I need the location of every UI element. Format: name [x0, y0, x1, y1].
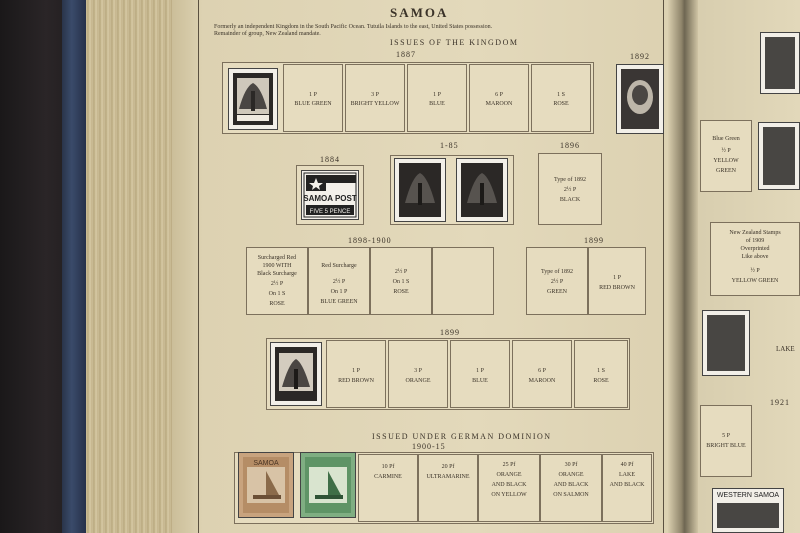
label-line: Like above [741, 254, 769, 260]
year-1900-15: 1900-15 [412, 442, 446, 451]
space-row4-1s-rose [574, 340, 628, 408]
label-color: RED BROWN [338, 378, 374, 384]
section-german-heading: ISSUED UNDER GERMAN DOMINION [372, 432, 552, 441]
year-1896: 1896 [560, 141, 580, 150]
page-stack [86, 0, 172, 533]
label-line: New Zealand Stamps [729, 230, 781, 236]
stamp-yacht-3pf [238, 452, 294, 518]
space-25pf-orange-yellow [478, 454, 540, 522]
year-1909: 1899 [584, 236, 604, 245]
label-line: 2½ P [550, 279, 564, 285]
space-1p-redbrown [588, 247, 646, 315]
label-line: YELLOW [713, 158, 739, 164]
label-line: AND BLACK [491, 482, 527, 488]
label-value: 3 P [414, 368, 422, 374]
label-line: 2½ P [332, 279, 346, 285]
year-1887: 1887 [396, 50, 416, 59]
label-line: ROSE [269, 301, 285, 307]
label-color: RED BROWN [599, 285, 635, 291]
intro-text-2: Remainder of group, New Zealand mandate. [214, 31, 321, 37]
stamp-right-top [760, 32, 800, 94]
label-line: ½ P [750, 268, 760, 274]
label-value: 1 P [352, 368, 360, 374]
label-line: 20 Pf [441, 464, 455, 470]
label-line: LAKE [619, 472, 635, 478]
space-1p-bluegreen [283, 64, 343, 132]
stamp-palm-1887 [228, 68, 278, 130]
stamp-text-western-samoa: WESTERN SAMOA [716, 492, 780, 499]
space-1s-rose [531, 64, 591, 132]
year-1899: 1899 [440, 328, 460, 337]
label-line: Black Surcharge [257, 271, 297, 277]
space-row4-1p-blue [450, 340, 510, 408]
label-value: 1 S [557, 92, 565, 98]
label-line: 40 Pf [620, 462, 634, 468]
label-line: 10 Pf [381, 464, 395, 470]
label-line: ORANGE [558, 472, 584, 478]
space-empty-row3-a [432, 247, 494, 315]
space-row4-3p-orange [388, 340, 448, 408]
space-2-5p-on-1s [370, 247, 432, 315]
stamp-palm-1899 [270, 342, 322, 406]
book-gutter [668, 0, 698, 533]
space-3p-yellow [345, 64, 405, 132]
label-line: AND BLACK [609, 482, 645, 488]
space-surcharged-rose [246, 247, 308, 315]
label-line: 1900 WITH [262, 263, 292, 269]
label-value: 6 P [538, 368, 546, 374]
year-1892: 1892 [630, 52, 650, 61]
intro-text-1: Formerly an independent Kingdom in the South Pacific Ocean. Tutuila Islands to the east, United States possession. [214, 24, 493, 30]
label-line: On 1 P [330, 289, 348, 295]
label-line: of 1909 [745, 238, 765, 244]
label-color: BLUE [429, 101, 445, 107]
label-line: Surcharged Red [257, 255, 297, 261]
stamp-samoa-post-5-pence [301, 170, 359, 220]
stamp-text-five-pence: FIVE 5 PENCE [309, 209, 351, 215]
space-6p-maroon [469, 64, 529, 132]
cover-edge [62, 0, 86, 533]
label-color: MAROON [485, 101, 513, 107]
label-line: ON SALMON [553, 492, 589, 498]
label-value: 1 P [433, 92, 441, 98]
page-title: SAMOA [390, 5, 449, 20]
year-1898: 1898-1900 [348, 236, 392, 245]
label-value: 1 P [613, 275, 621, 281]
label-line: ½ P [721, 148, 731, 154]
stamp-portrait-1892 [616, 64, 664, 134]
label-color: ROSE [553, 101, 569, 107]
section-kingdom-heading: ISSUES OF THE KINGDOM [390, 38, 519, 47]
label-line: YELLOW GREEN [731, 278, 779, 284]
year-1885: 1-85 [440, 141, 459, 150]
space-40pf-lake [602, 454, 652, 522]
label-value: 6 P [495, 92, 503, 98]
label-line: 25 Pf [502, 462, 516, 468]
year-1921: 1921 [770, 398, 790, 407]
label-value: 1 P [476, 368, 484, 374]
label-line: BRIGHT BLUE [706, 443, 746, 449]
label-line: ON YELLOW [491, 492, 527, 498]
label-line: BLUE GREEN [320, 299, 358, 305]
space-row4-6p-maroon [512, 340, 572, 408]
label-color: ROSE [593, 378, 609, 384]
label-value: 3 P [371, 92, 379, 98]
label-line: ROSE [393, 289, 409, 295]
label-line: CARMINE [374, 474, 402, 480]
label-line: 30 Pf [564, 462, 578, 468]
space-20pf-ultramarine [418, 454, 478, 522]
label-color: BLUE GREEN [294, 101, 332, 107]
label-line: On 1 S [268, 291, 286, 297]
label-line: AND BLACK [553, 482, 589, 488]
space-right-bright-blue [700, 405, 752, 477]
label-color: BRIGHT YELLOW [350, 101, 400, 107]
stamp-right-samoa [702, 310, 750, 376]
stamp-western-samoa [712, 488, 784, 533]
stamp-right-nz [758, 122, 800, 190]
space-10pf-carmine [358, 454, 418, 522]
space-right-nz-overprint [710, 222, 800, 296]
label-line: Type of 1892 [554, 177, 586, 183]
label-line: Red Surcharge [321, 263, 357, 269]
label-color: BLUE [472, 378, 488, 384]
label-right-lake: LAKE [776, 345, 795, 353]
label-value: 1 S [597, 368, 605, 374]
label-line: 5 P [722, 433, 730, 439]
space-row4-1p-redbrown [326, 340, 386, 408]
space-30pf-orange-salmon [540, 454, 602, 522]
label-line: 2½ P [394, 269, 408, 275]
space-red-surcharge-bluegreen [308, 247, 370, 315]
label-color: ORANGE [405, 378, 431, 384]
label-line: Blue Green [712, 136, 740, 142]
label-line: On 1 S [392, 279, 410, 285]
stamp-palm-1885-b [456, 158, 508, 222]
stamp-text-samoa-post: SAMOA POST [303, 194, 357, 203]
label-line: 2½ P [563, 187, 577, 193]
label-line: GREEN [547, 289, 567, 295]
label-value: 1 P [309, 92, 317, 98]
label-line: Overprinted [740, 246, 770, 252]
stamp-palm-1885-a [394, 158, 446, 222]
stamp-text-samoa: SAMOA [253, 460, 279, 467]
label-line: BLACK [559, 197, 581, 203]
year-1884: 1884 [320, 155, 340, 164]
space-1909-green [526, 247, 588, 315]
label-line: Type of 1892 [541, 269, 573, 275]
stamp-yacht-5pf [300, 452, 356, 518]
label-line: ULTRAMARINE [426, 474, 470, 480]
label-line: ORANGE [496, 472, 522, 478]
label-line: GREEN [716, 168, 736, 174]
space-1p-blue [407, 64, 467, 132]
space-right-halfp [700, 120, 752, 192]
label-color: MAROON [528, 378, 556, 384]
label-line: 2½ P [270, 281, 284, 287]
space-1896-black [538, 153, 602, 225]
